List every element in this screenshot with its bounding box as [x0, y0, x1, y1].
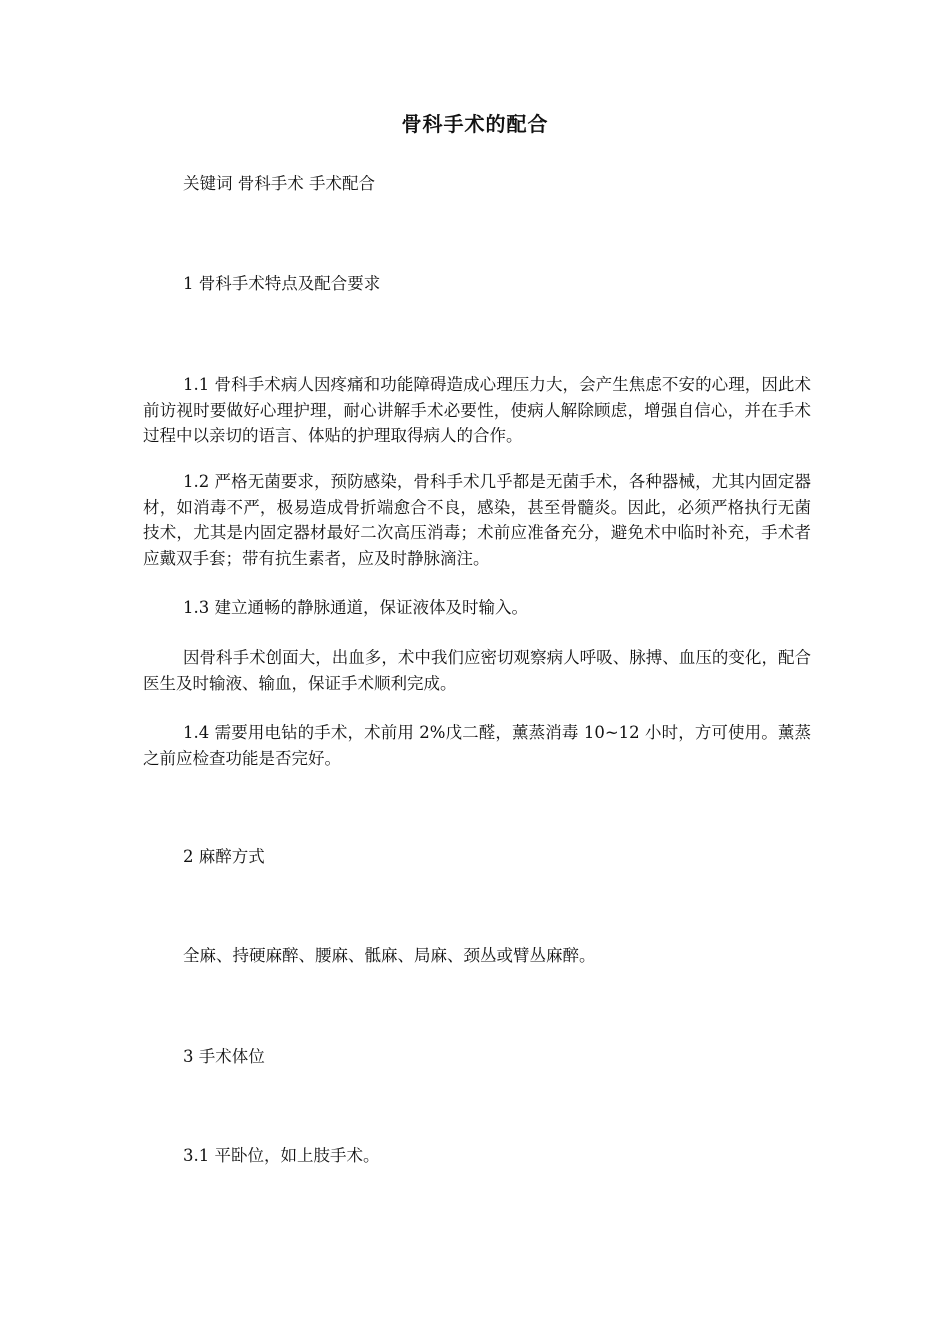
paragraph-1-3-detail: 因骨科手术创面大，出血多，术中我们应密切观察病人呼吸、脉搏、血压的变化，配合医生及时输液、输血，保证手术顺利完成。	[143, 648, 811, 693]
paragraph-1-1: 1.1 骨科手术病人因疼痛和功能障碍造成心理压力大，会产生焦虑不安的心理，因此术前访视时要做好心理护理，耐心讲解手术必要性，使病人解除顾虑，增强自信心，并在手术过程中以亲切的语言、体贴的护理取得病人的合作。	[143, 375, 811, 445]
paragraph-1-4: 1.4 需要用电钻的手术，术前用 2%戊二醛，薰蒸消毒 10~12 小时，方可使用。薰蒸之前应检查功能是否完好。	[143, 723, 811, 768]
keywords-line: 关键词 骨科手术 手术配合	[183, 174, 375, 193]
paragraph-1-3: 1.3 建立通畅的静脉通道，保证液体及时输入。	[183, 598, 528, 617]
paragraph-3-1: 3.1 平卧位，如上肢手术。	[183, 1146, 380, 1165]
section-3-heading: 3 手术体位	[183, 1047, 265, 1066]
section-1-heading: 1 骨科手术特点及配合要求	[183, 274, 381, 293]
section-2-heading: 2 麻醉方式	[183, 847, 265, 866]
anesthesia-methods: 全麻、持硬麻醉、腰麻、骶麻、局麻、颈丛或臂丛麻醉。	[183, 946, 596, 965]
paragraph-1-2: 1.2 严格无菌要求，预防感染，骨科手术几乎都是无菌手术，各种器械，尤其内固定器材，如消毒不严，极易造成骨折端愈合不良，感染，甚至骨髓炎。因此，必须严格执行无菌技术，尤其是内固定器材最好二次高压消毒；术前应准备充分，避免术中临时补充，手术者应戴双手套；带有抗生素者，应及时静脉滴注。	[143, 472, 811, 568]
document-title: 骨科手术的配合	[401, 112, 549, 136]
